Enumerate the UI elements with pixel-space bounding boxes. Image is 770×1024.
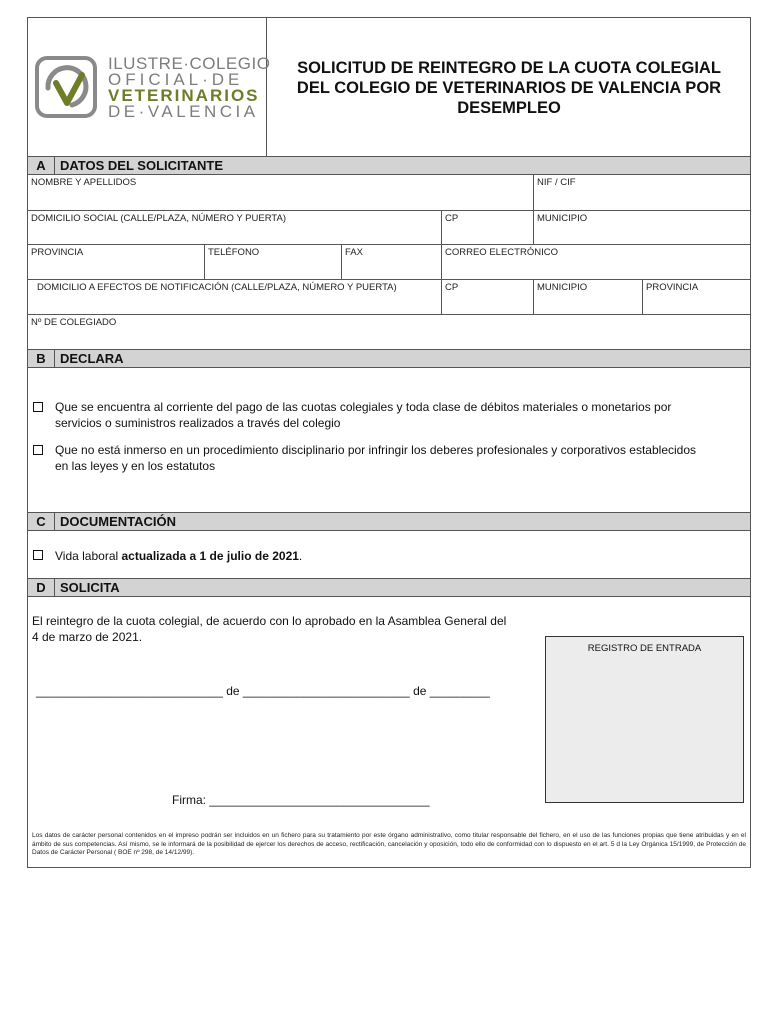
documentacion-suffix: .	[298, 549, 303, 563]
field-colegiado[interactable]	[28, 315, 750, 349]
declara-item-1-line-2: servicios o suministros realizados a través del colegio	[55, 416, 341, 430]
label-fax: FAX	[345, 247, 363, 258]
logo-wordmark	[108, 56, 270, 120]
section-c-header	[28, 512, 750, 531]
field-domicilio-social[interactable]	[28, 211, 441, 244]
title-line-3: DESEMPLEO	[457, 99, 561, 117]
form-header	[28, 18, 750, 157]
section-d-header	[28, 578, 750, 597]
section-b-header	[28, 349, 750, 368]
label-colegiado: Nº DE COLEGIADO	[31, 317, 117, 328]
label-correo: CORREO ELECTRÓNICO	[445, 247, 558, 258]
registro-entrada-label: REGISTRO DE ENTRADA	[587, 643, 702, 654]
logo-cell	[28, 18, 271, 156]
checkbox-declara-2[interactable]	[33, 445, 43, 455]
declara-item-2-line-1: Que no está inmerso en un procedimiento disciplinario por infringir los deberes profesionales y corporativos establecidos	[55, 443, 697, 457]
registro-entrada-box	[545, 636, 744, 803]
field-municipio-notificacion[interactable]	[533, 280, 642, 314]
declara-item-1-line-1: Que se encuentra al corriente del pago de las cuotas colegiales y toda clase de débitos materiales o monetarios por	[55, 400, 672, 414]
logo-line-4: DE·VALENCIA	[108, 102, 259, 121]
field-provincia-notificacion[interactable]	[642, 280, 750, 314]
field-cp-notificacion[interactable]	[441, 280, 533, 314]
field-provincia[interactable]	[28, 245, 204, 279]
college-logo-icon	[34, 55, 100, 121]
declara-item-2	[55, 442, 696, 474]
label-nif: NIF / CIF	[537, 177, 576, 188]
section-a-letter: A	[28, 157, 55, 174]
documentacion-prefix: Vida laboral	[55, 549, 122, 563]
row-nombre	[28, 175, 750, 211]
logo-line-2: OFICIAL·DE	[108, 70, 244, 89]
form-title	[268, 58, 750, 118]
declara-item-2-line-2: en las leyes y en los estatutos	[55, 459, 216, 473]
documentacion-bold: actualizada a 1 de julio de 2021	[121, 549, 299, 563]
section-c-letter: C	[28, 513, 55, 530]
row-colegiado	[28, 315, 750, 349]
form-sheet	[27, 17, 751, 868]
label-municipio: MUNICIPIO	[537, 213, 588, 224]
declara-item-1	[55, 399, 671, 431]
label-provincia-notificacion: PROVINCIA	[646, 282, 699, 293]
solicita-text	[32, 613, 506, 645]
section-d-title: SOLICITA	[60, 580, 120, 595]
title-line-1: SOLICITUD DE REINTEGRO DE LA CUOTA COLEGIAL	[297, 59, 721, 77]
section-b-title: DECLARA	[60, 351, 124, 366]
field-nif[interactable]	[533, 175, 750, 210]
field-correo[interactable]	[441, 245, 750, 279]
row-contacto	[28, 245, 750, 280]
checkbox-declara-1[interactable]	[33, 402, 43, 412]
field-municipio[interactable]	[533, 211, 750, 244]
field-domicilio-notificacion[interactable]	[28, 280, 441, 314]
checkbox-vida-laboral[interactable]	[33, 550, 43, 560]
section-a-header	[28, 156, 750, 175]
legal-notice: Los datos de carácter personal contenidos en el impreso podrán ser incluidos en un fichero para su tratamiento por este órgano administrativo, como titular responsable del fichero, en el uso de las funciones propias que tiene atribuidas y en el ámbito de sus competencias. Así mismo, se le informará de la posibilidad de ejercer los derechos de acceso, rectificación, cancelación y oposición, todo ello de conformidad con lo dispuesto en el art. 5 d la Ley Orgánica 15/1999, de Protección de Datos de Carácter Personal ( BOE nº 298, de 14/12/99).	[32, 832, 746, 856]
title-line-2: DEL COLEGIO DE VETERINARIOS DE VALENCIA POR	[296, 79, 722, 97]
label-municipio-notificacion: MUNICIPIO	[537, 282, 588, 293]
date-line[interactable]: ____________________________ de _________________________ de _________	[36, 684, 490, 698]
solicita-line-1: El reintegro de la cuota colegial, de acuerdo con lo aprobado en la Asamblea General del	[32, 614, 507, 628]
label-nombre: NOMBRE Y APELLIDOS	[31, 177, 137, 188]
label-provincia: PROVINCIA	[31, 247, 84, 258]
row-domicilio-notificacion	[28, 280, 750, 315]
documentacion-item	[55, 548, 302, 564]
label-cp: CP	[445, 213, 459, 224]
field-fax[interactable]	[341, 245, 441, 279]
section-c-title: DOCUMENTACIÓN	[60, 514, 177, 529]
label-domicilio-social: DOMICILIO SOCIAL (CALLE/PLAZA, NÚMERO Y PUERTA)	[31, 213, 286, 224]
logo-line-1: ILUSTRE·COLEGIO	[108, 54, 271, 73]
logo-line-3: VETERINARIOS	[108, 86, 260, 105]
firma-line[interactable]: Firma: _________________________________	[172, 793, 430, 807]
label-cp-notificacion: CP	[445, 282, 459, 293]
field-telefono[interactable]	[204, 245, 341, 279]
field-nombre[interactable]	[28, 175, 533, 210]
section-b-letter: B	[28, 350, 55, 367]
row-domicilio-social	[28, 211, 750, 245]
label-telefono: TELÉFONO	[208, 247, 260, 258]
field-cp[interactable]	[441, 211, 533, 244]
solicita-line-2: 4 de marzo de 2021.	[32, 630, 143, 644]
section-d-letter: D	[28, 579, 55, 596]
section-a-title: DATOS DEL SOLICITANTE	[60, 158, 223, 173]
label-domicilio-notificacion: DOMICILIO A EFECTOS DE NOTIFICACIÓN (CALLE/PLAZA, NÚMERO Y PUERTA)	[37, 282, 397, 293]
